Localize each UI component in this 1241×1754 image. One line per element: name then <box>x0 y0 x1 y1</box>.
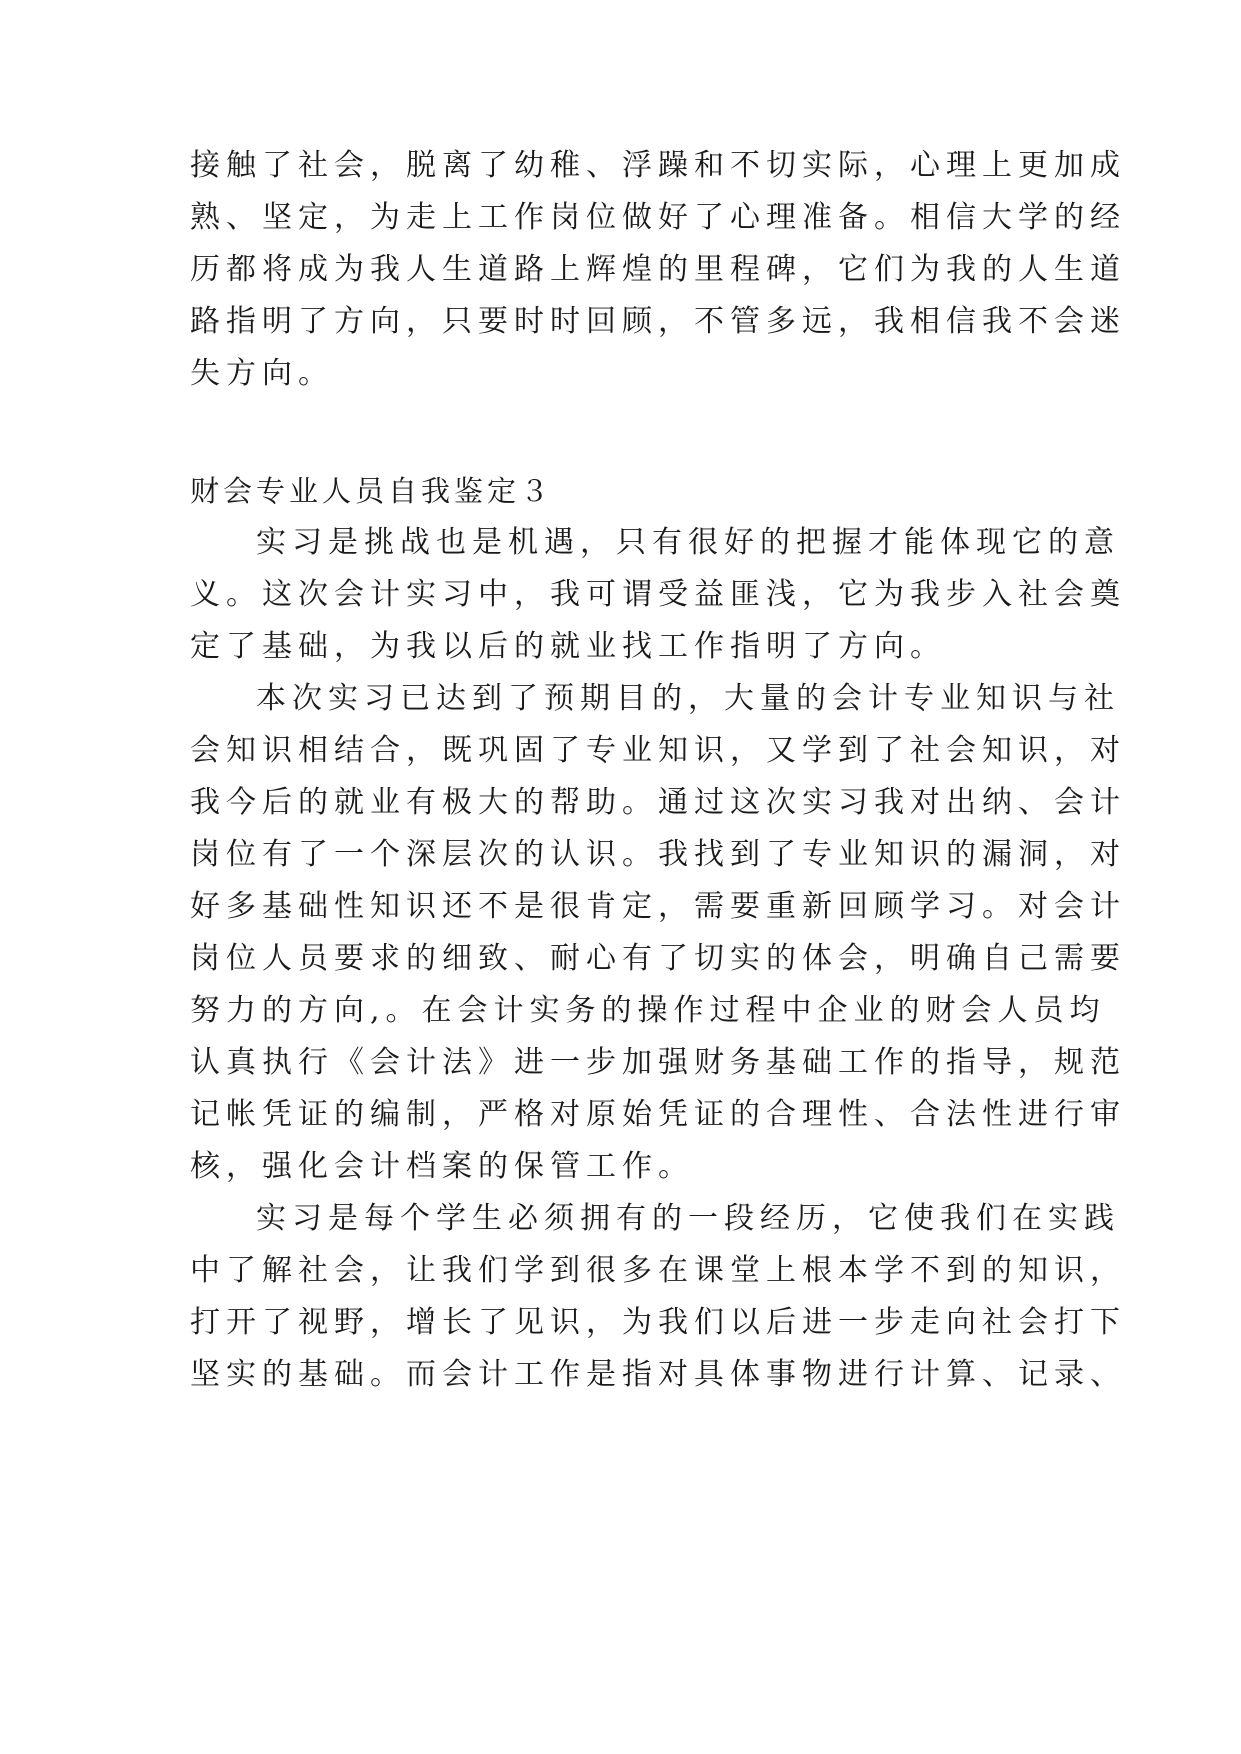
text-line: 记帐凭证的编制，严格对原始凭证的合理性、合法性进行审 <box>190 1097 1126 1132</box>
text-line: 核，强化会计档案的保管工作。 <box>190 1149 694 1184</box>
paragraph-1 <box>190 517 1126 673</box>
paragraph-gap <box>190 400 1050 465</box>
paragraph-3 <box>190 1193 1126 1401</box>
text-line: 中了解社会，让我们学到很多在课堂上根本学不到的知识， <box>190 1253 1126 1288</box>
text-line: 历都将成为我人生道路上辉煌的里程碑，它们为我的人生道 <box>190 252 1126 287</box>
text-line: 失方向。 <box>190 356 334 391</box>
text-line: 实习是挑战也是机遇，只有很好的把握才能体现它的意 <box>256 525 1120 560</box>
text-line: 路指明了方向，只要时时回顾，不管多远，我相信我不会迷 <box>190 304 1126 339</box>
text-line: 好多基础性知识还不是很肯定，需要重新回顾学习。对会计 <box>190 889 1126 924</box>
text-line: 义。这次会计实习中，我可谓受益匪浅，它为我步入社会奠 <box>190 577 1126 612</box>
text-line: 岗位有了一个深层次的认识。我找到了专业知识的漏洞，对 <box>190 837 1126 872</box>
section-heading: 财会专业人员自我鉴定３ <box>190 474 554 508</box>
text-line: 本次实习已达到了预期目的，大量的会计专业知识与社 <box>256 681 1120 716</box>
paragraph-top <box>190 140 1126 400</box>
text-line: 岗位人员要求的细致、耐心有了切实的体会，明确自己需要 <box>190 941 1126 976</box>
text-line: 定了基础，为我以后的就业找工作指明了方向。 <box>190 629 946 664</box>
text-line: 努力的方向,。在会计实务的操作过程中企业的财会人员均 <box>190 993 1106 1028</box>
document-page <box>190 140 1126 1401</box>
text-line: 我今后的就业有极大的帮助。通过这次实习我对出纳、会计 <box>190 785 1126 820</box>
text-line: 会知识相结合，既巩固了专业知识，又学到了社会知识，对 <box>190 733 1126 768</box>
text-line: 实习是每个学生必须拥有的一段经历，它使我们在实践 <box>256 1201 1120 1236</box>
paragraph-2 <box>190 673 1126 1193</box>
text-line: 坚实的基础。而会计工作是指对具体事物进行计算、记录、 <box>190 1357 1126 1392</box>
text-line: 熟、坚定，为走上工作岗位做好了心理准备。相信大学的经 <box>190 200 1126 235</box>
text-line: 认真执行《会计法》进一步加强财务基础工作的指导，规范 <box>190 1045 1126 1080</box>
text-line: 接触了社会，脱离了幼稚、浮躁和不切实际，心理上更加成 <box>190 148 1126 183</box>
text-line: 打开了视野，增长了见识，为我们以后进一步走向社会打下 <box>190 1305 1126 1340</box>
